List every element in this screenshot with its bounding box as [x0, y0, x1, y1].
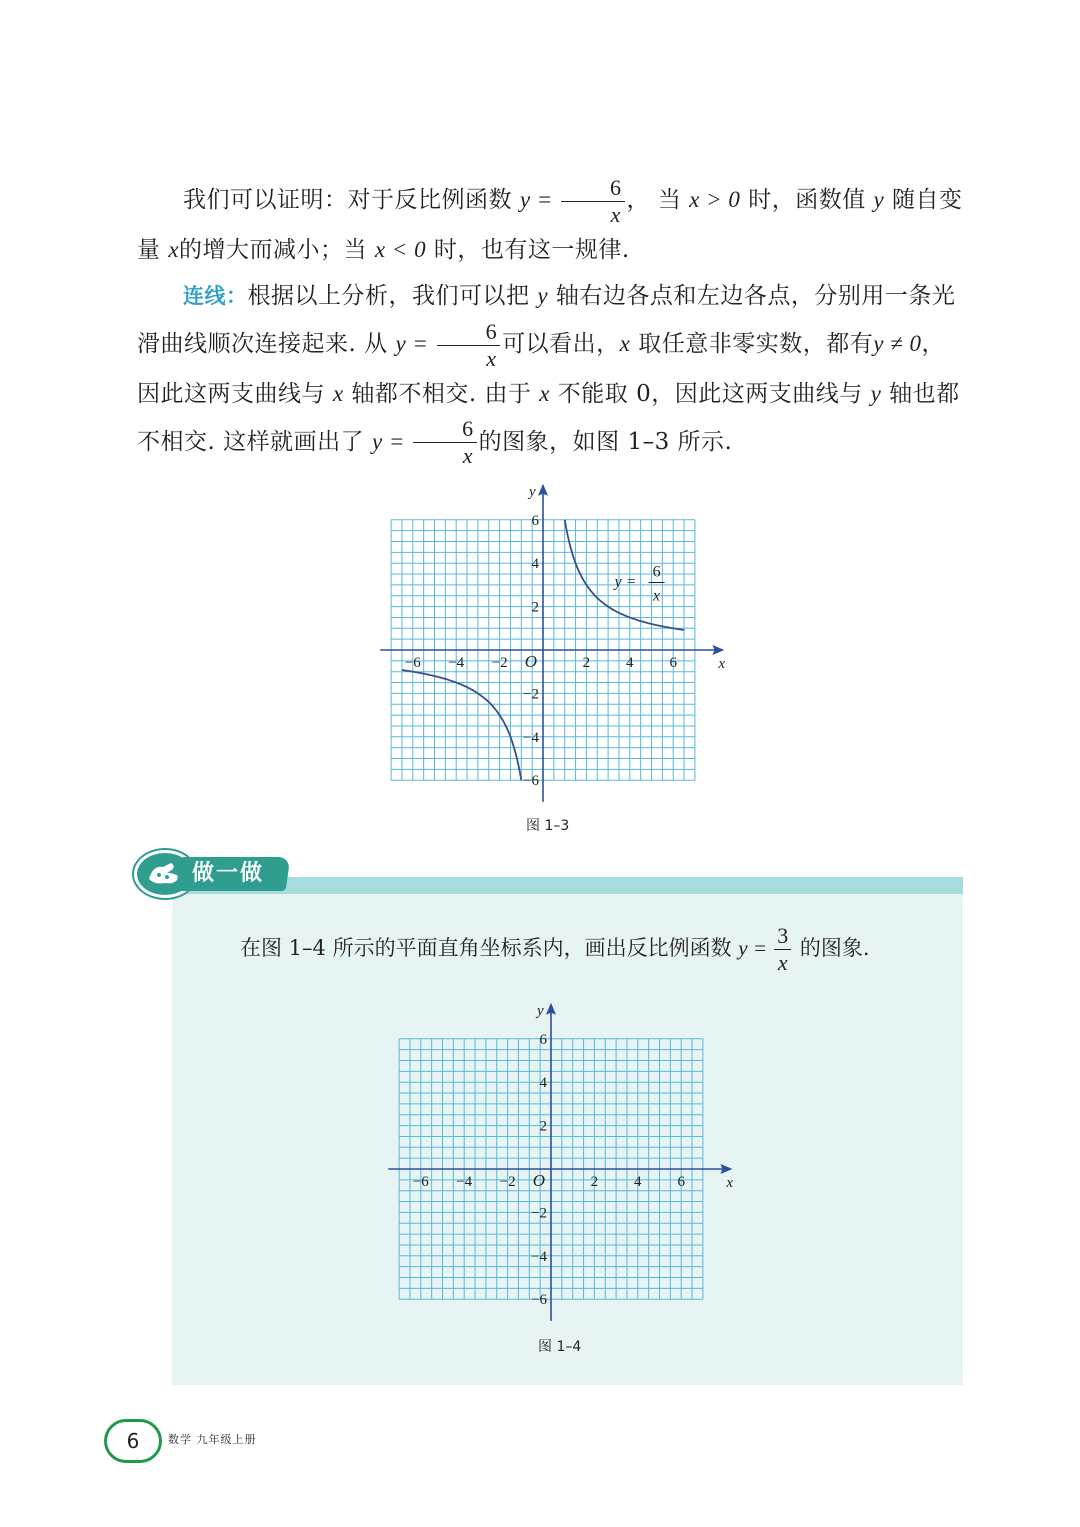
x-tick-label: −6 [412, 1174, 429, 1190]
y-tick-label: 4 [531, 556, 539, 573]
p2-text-3: 可以看出， [502, 331, 620, 357]
x-tick-label: 2 [590, 1174, 599, 1190]
x-tick-label: 4 [634, 1174, 642, 1190]
curve-label-den: x [653, 587, 661, 605]
curve-label-y: y = [614, 573, 637, 591]
frac-den: x [462, 443, 474, 468]
frac-num: 3 [774, 925, 791, 950]
page-number: 6 [104, 1419, 162, 1463]
activity-header-bar [172, 877, 963, 894]
frac-num: 6 [413, 418, 477, 443]
y-tick-label: −2 [523, 686, 539, 703]
var-y: y [873, 187, 885, 212]
x-tick-label: −4 [456, 1174, 473, 1190]
x-tick-label: −2 [499, 1174, 516, 1190]
activity-title: 做一做 [192, 861, 265, 886]
figure-1-4-graph [380, 995, 740, 1330]
activity-title-tag [176, 857, 291, 891]
p2-text-1: 根据以上分析，我们可以把 [247, 283, 538, 309]
p1-text-6: 时，也有这一规律. [426, 236, 630, 263]
var-y: y [537, 283, 549, 308]
frac-den: x [486, 345, 497, 371]
var-x: x [539, 380, 550, 406]
frac-den: x [610, 201, 621, 227]
var-x: x [332, 380, 344, 406]
task-eq: y = [738, 936, 773, 960]
y-axis-label: y [529, 483, 536, 500]
p2-text-6: 轴都不相交. 由于 [343, 380, 540, 407]
x-axis-label: x [726, 1175, 734, 1191]
var-y: y [870, 380, 882, 406]
p2-text-5: ，因此这两支曲线与 [137, 331, 946, 407]
paragraph-monotonic [137, 176, 965, 274]
condition-x-positive: x > 0 [689, 187, 741, 212]
y-tick-label: 4 [539, 1075, 547, 1092]
curve-left-branch [402, 670, 521, 780]
p2-eq-2: y = [371, 428, 412, 454]
origin-label: O [532, 1171, 545, 1190]
p2-text-9: 的图象，如图 1–3 所示. [478, 428, 733, 455]
condition-x-negative: x < 0 [374, 236, 427, 262]
frac-num: 6 [561, 177, 625, 202]
x-tick-label: −6 [404, 655, 421, 671]
curve-label-num: 6 [652, 563, 661, 581]
p1-text-2: ， 当 [626, 187, 690, 213]
p1-text-1: 我们可以证明：对于反比例函数 [183, 187, 520, 213]
y-not-zero: y ≠ 0 [873, 331, 922, 356]
p1-text-4: 随自变量 [137, 187, 963, 263]
var-x: x [619, 331, 631, 356]
x-tick-label: 6 [677, 1174, 685, 1190]
y-tick-label: 2 [539, 1118, 547, 1135]
y-tick-label: 6 [531, 512, 539, 529]
frac-den: x [777, 950, 788, 975]
y-tick-label: −4 [523, 729, 539, 746]
var-x: x [168, 236, 180, 262]
frac-num: 6 [437, 321, 501, 346]
p1-eq: y = [519, 187, 560, 212]
p1-text-3: 时，函数值 [740, 187, 874, 213]
x-tick-label: 4 [626, 655, 634, 671]
x-tick-label: −2 [491, 655, 508, 671]
y-axis-label: y [537, 1002, 544, 1019]
y-tick-label: −4 [531, 1248, 547, 1265]
fraction-6-over-x [561, 174, 625, 227]
y-tick-label: −6 [523, 773, 539, 790]
activity-task [240, 924, 870, 974]
fraction-3-over-x [774, 925, 791, 974]
task-text-1: 在图 1–4 所示的平面直角坐标系内，画出反比例函数 [240, 936, 739, 960]
figure-1-4-caption: 图 1–4 [538, 1339, 582, 1355]
x-tick-label: 6 [669, 655, 677, 671]
figure-1-3-caption: 图 1–3 [526, 818, 570, 834]
x-axis-label: x [718, 656, 726, 672]
x-tick-label: 2 [582, 655, 591, 671]
fraction-6-over-x [437, 318, 501, 371]
fraction-6-over-x [413, 418, 477, 467]
connect-label: 连线： [183, 284, 248, 308]
y-tick-label: −2 [531, 1205, 547, 1222]
p2-text-4: 取任意非零实数，都有 [630, 331, 874, 357]
y-tick-label: 6 [539, 1031, 547, 1048]
p2-text-7: 不能取 0，因此这两支曲线与 [550, 380, 871, 407]
book-title: 数学 九年级上册 [168, 1433, 257, 1446]
x-tick-label: −4 [448, 655, 465, 671]
task-text-2: 的图象. [793, 936, 870, 960]
y-tick-label: −6 [531, 1292, 547, 1309]
origin-label: O [524, 652, 537, 671]
paragraph-connect [137, 272, 965, 467]
figure-1-3-graph [372, 476, 732, 811]
p2-text-8: 轴也都不相交. 这样就画出了 [137, 380, 960, 455]
p1-text-5: 的增大而减小；当 [179, 236, 375, 263]
y-tick-label: 2 [531, 599, 539, 616]
p2-text-2: 轴右边各点和左边各点，分别用一条光滑曲线顺次连接起来. 从 [137, 283, 956, 357]
p2-eq: y = [395, 331, 435, 356]
